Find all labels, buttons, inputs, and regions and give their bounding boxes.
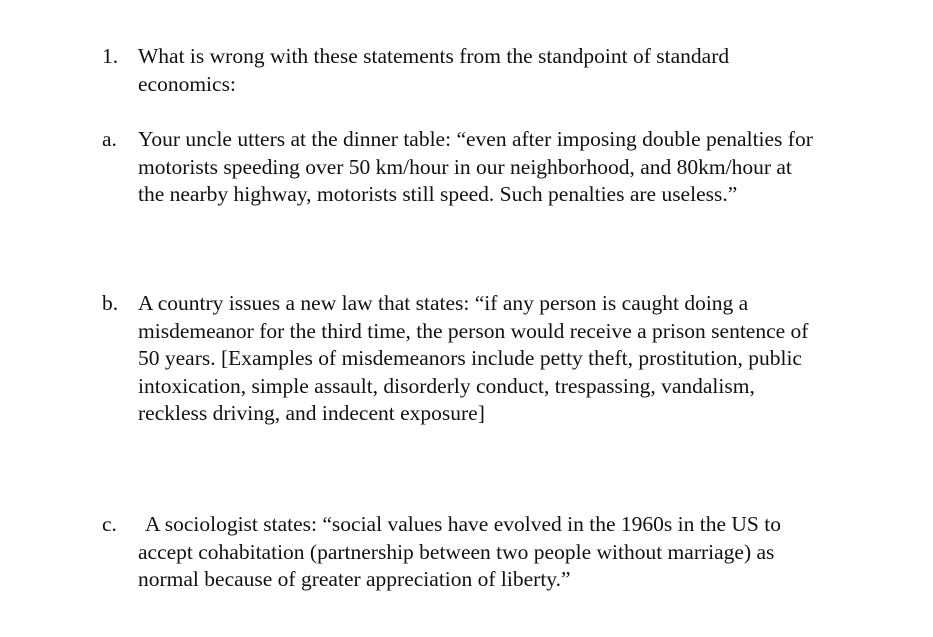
question-number: 1. (102, 44, 119, 68)
part-b-line: A country issues a new law that states: “if any person is caught doing a (138, 291, 749, 315)
part-a-line: motorists speeding over 50 km/hour in our neighborhood, and 80km/hour at (138, 154, 792, 179)
part-a-line: the nearby highway, motorists still speed. Such penalties are useless.” (138, 182, 738, 206)
part-c-line: normal because of greater appreciation of liberty.” (138, 567, 571, 591)
part-c-line: accept cohabitation (partnership between two people without marriage) as (138, 539, 775, 564)
part-b-text (138, 290, 928, 428)
question-text (138, 43, 928, 98)
part-b-line: reckless driving, and indecent exposure] (138, 401, 485, 425)
question-line: What is wrong with these statements from the standpoint of standard (138, 44, 730, 68)
question-line: economics: (138, 71, 236, 96)
part-b-line: intoxication, simple assault, disorderly conduct, trespassing, vandalism, (138, 373, 755, 398)
part-c-text (138, 511, 933, 594)
part-a-text (138, 126, 928, 209)
part-b-line: misdemeanor for the third time, the person would receive a prison sentence of (138, 318, 809, 343)
part-a-line: Your uncle utters at the dinner table: “even after imposing double penalties for (138, 127, 813, 151)
part-c-label: c. (102, 512, 117, 536)
part-b-label: b. (102, 291, 119, 315)
part-a-label: a. (102, 127, 117, 151)
part-c-line: A sociologist states: “social values have evolved in the 1960s in the US to (145, 512, 781, 536)
part-b-line: 50 years. [Examples of misdemeanors include petty theft, prostitution, public (138, 346, 802, 370)
